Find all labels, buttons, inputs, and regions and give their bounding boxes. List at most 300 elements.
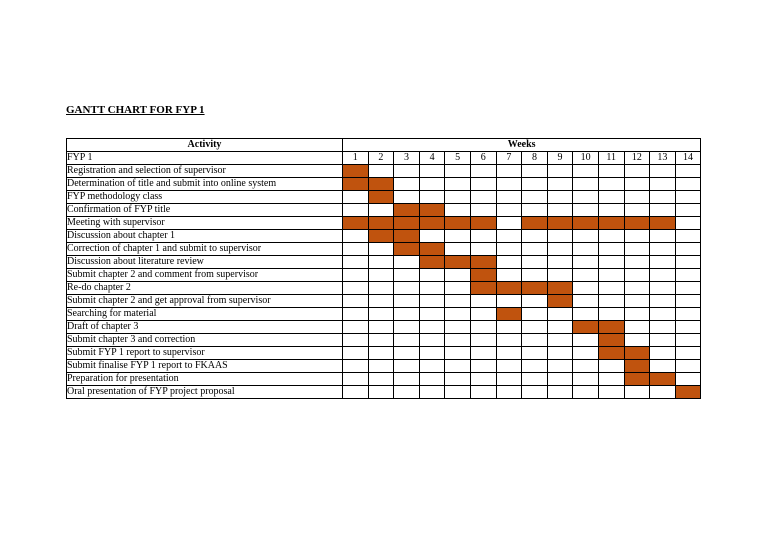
empty-cell: [368, 295, 394, 308]
empty-cell: [675, 334, 701, 347]
empty-cell: [522, 386, 548, 399]
activity-label: Submit chapter 2 and comment from supervisor: [67, 269, 343, 282]
gantt-bar-cell: [598, 334, 624, 347]
gantt-bar-cell: [470, 256, 496, 269]
empty-cell: [547, 360, 573, 373]
empty-cell: [496, 204, 522, 217]
gantt-bar-cell: [368, 230, 394, 243]
empty-cell: [343, 360, 369, 373]
empty-cell: [368, 321, 394, 334]
activity-label: Determination of title and submit into online system: [67, 178, 343, 191]
empty-cell: [470, 295, 496, 308]
empty-cell: [394, 178, 420, 191]
table-row: [67, 295, 701, 308]
empty-cell: [522, 204, 548, 217]
empty-cell: [650, 165, 676, 178]
empty-cell: [496, 191, 522, 204]
empty-cell: [573, 308, 599, 321]
activity-label: Submit chapter 3 and correction: [67, 334, 343, 347]
empty-cell: [624, 256, 650, 269]
empty-cell: [368, 269, 394, 282]
empty-cell: [368, 334, 394, 347]
empty-cell: [573, 243, 599, 256]
empty-cell: [650, 230, 676, 243]
gantt-bar-cell: [445, 256, 471, 269]
empty-cell: [394, 360, 420, 373]
table-row: [67, 347, 701, 360]
empty-cell: [624, 334, 650, 347]
empty-cell: [470, 243, 496, 256]
empty-cell: [547, 321, 573, 334]
empty-cell: [445, 386, 471, 399]
empty-cell: [675, 191, 701, 204]
gantt-bar-cell: [624, 360, 650, 373]
empty-cell: [598, 243, 624, 256]
empty-cell: [419, 360, 445, 373]
empty-cell: [650, 295, 676, 308]
header-row: [67, 139, 701, 152]
gantt-bar-cell: [394, 230, 420, 243]
empty-cell: [445, 295, 471, 308]
empty-cell: [343, 334, 369, 347]
empty-cell: [394, 386, 420, 399]
activity-label: Submit finalise FYP 1 report to FKAAS: [67, 360, 343, 373]
empty-cell: [496, 178, 522, 191]
activity-label: Re-do chapter 2: [67, 282, 343, 295]
activity-label: FYP methodology class: [67, 191, 343, 204]
empty-cell: [573, 386, 599, 399]
empty-cell: [368, 308, 394, 321]
empty-cell: [598, 308, 624, 321]
gantt-bar-cell: [470, 217, 496, 230]
gantt-bar-cell: [394, 217, 420, 230]
gantt-bar-cell: [394, 204, 420, 217]
empty-cell: [598, 165, 624, 178]
week-number-1: 1: [343, 152, 369, 165]
table-row: [67, 321, 701, 334]
empty-cell: [470, 204, 496, 217]
empty-cell: [624, 165, 650, 178]
empty-cell: [522, 295, 548, 308]
empty-cell: [598, 256, 624, 269]
empty-cell: [394, 191, 420, 204]
empty-cell: [522, 321, 548, 334]
empty-cell: [650, 282, 676, 295]
gantt-chart-table: [66, 138, 701, 399]
empty-cell: [496, 321, 522, 334]
gantt-bar-cell: [419, 256, 445, 269]
empty-cell: [343, 204, 369, 217]
empty-cell: [470, 347, 496, 360]
empty-cell: [522, 230, 548, 243]
empty-cell: [522, 360, 548, 373]
week-number-7: 7: [496, 152, 522, 165]
empty-cell: [547, 165, 573, 178]
empty-cell: [547, 204, 573, 217]
empty-cell: [624, 282, 650, 295]
empty-cell: [394, 282, 420, 295]
empty-cell: [496, 295, 522, 308]
empty-cell: [522, 191, 548, 204]
table-row: [67, 269, 701, 282]
empty-cell: [573, 178, 599, 191]
table-row: [67, 256, 701, 269]
empty-cell: [522, 256, 548, 269]
empty-cell: [675, 165, 701, 178]
empty-cell: [445, 204, 471, 217]
empty-cell: [343, 373, 369, 386]
empty-cell: [598, 230, 624, 243]
empty-cell: [368, 282, 394, 295]
empty-cell: [675, 243, 701, 256]
gantt-bar-cell: [496, 282, 522, 295]
empty-cell: [598, 269, 624, 282]
gantt-bar-cell: [496, 308, 522, 321]
table-row: [67, 217, 701, 230]
table-row: [67, 230, 701, 243]
empty-cell: [650, 178, 676, 191]
activity-label: Registration and selection of supervisor: [67, 165, 343, 178]
activity-label: Meeting with supervisor: [67, 217, 343, 230]
empty-cell: [650, 256, 676, 269]
empty-cell: [598, 373, 624, 386]
week-number-14: 14: [675, 152, 701, 165]
empty-cell: [547, 334, 573, 347]
empty-cell: [522, 334, 548, 347]
empty-cell: [394, 321, 420, 334]
empty-cell: [496, 217, 522, 230]
empty-cell: [573, 347, 599, 360]
empty-cell: [675, 178, 701, 191]
empty-cell: [573, 191, 599, 204]
empty-cell: [419, 191, 445, 204]
empty-cell: [522, 178, 548, 191]
week-number-row: [67, 152, 701, 165]
activity-label: Preparation for presentation: [67, 373, 343, 386]
empty-cell: [573, 230, 599, 243]
empty-cell: [624, 321, 650, 334]
empty-cell: [624, 204, 650, 217]
gantt-bar-cell: [624, 347, 650, 360]
empty-cell: [496, 165, 522, 178]
empty-cell: [496, 243, 522, 256]
table-row: [67, 191, 701, 204]
gantt-bar-cell: [419, 204, 445, 217]
gantt-bar-cell: [343, 165, 369, 178]
gantt-bar-cell: [598, 347, 624, 360]
empty-cell: [343, 295, 369, 308]
empty-cell: [343, 269, 369, 282]
empty-cell: [394, 308, 420, 321]
empty-cell: [573, 295, 599, 308]
table-row: [67, 178, 701, 191]
empty-cell: [343, 191, 369, 204]
empty-cell: [470, 360, 496, 373]
gantt-bar-cell: [470, 269, 496, 282]
empty-cell: [496, 256, 522, 269]
empty-cell: [343, 321, 369, 334]
empty-cell: [573, 334, 599, 347]
gantt-bar-cell: [394, 243, 420, 256]
empty-cell: [522, 373, 548, 386]
empty-cell: [522, 308, 548, 321]
empty-cell: [368, 360, 394, 373]
empty-cell: [650, 243, 676, 256]
empty-cell: [598, 178, 624, 191]
empty-cell: [547, 243, 573, 256]
empty-cell: [445, 178, 471, 191]
table-row: [67, 360, 701, 373]
gantt-bar-cell: [547, 217, 573, 230]
activity-label: Searching for material: [67, 308, 343, 321]
empty-cell: [624, 269, 650, 282]
table-row: [67, 243, 701, 256]
empty-cell: [368, 347, 394, 360]
activity-label: Oral presentation of FYP project proposal: [67, 386, 343, 399]
empty-cell: [624, 230, 650, 243]
empty-cell: [394, 334, 420, 347]
empty-cell: [419, 308, 445, 321]
empty-cell: [650, 321, 676, 334]
empty-cell: [624, 295, 650, 308]
gantt-bar-cell: [650, 217, 676, 230]
activity-header: Activity: [67, 139, 343, 152]
empty-cell: [368, 386, 394, 399]
empty-cell: [598, 360, 624, 373]
empty-cell: [419, 321, 445, 334]
empty-cell: [445, 373, 471, 386]
gantt-bar-cell: [368, 217, 394, 230]
empty-cell: [573, 256, 599, 269]
empty-cell: [343, 386, 369, 399]
empty-cell: [650, 204, 676, 217]
empty-cell: [343, 243, 369, 256]
empty-cell: [547, 191, 573, 204]
empty-cell: [624, 243, 650, 256]
empty-cell: [547, 347, 573, 360]
empty-cell: [419, 347, 445, 360]
table-row: [67, 204, 701, 217]
empty-cell: [470, 230, 496, 243]
gantt-bar-cell: [419, 217, 445, 230]
empty-cell: [650, 308, 676, 321]
activity-label: Correction of chapter 1 and submit to supervisor: [67, 243, 343, 256]
gantt-bar-cell: [598, 321, 624, 334]
week-number-3: 3: [394, 152, 420, 165]
empty-cell: [445, 360, 471, 373]
week-number-6: 6: [470, 152, 496, 165]
empty-cell: [470, 178, 496, 191]
empty-cell: [547, 308, 573, 321]
gantt-bar-cell: [624, 373, 650, 386]
empty-cell: [445, 347, 471, 360]
empty-cell: [394, 373, 420, 386]
empty-cell: [496, 347, 522, 360]
empty-cell: [496, 360, 522, 373]
empty-cell: [573, 373, 599, 386]
empty-cell: [650, 191, 676, 204]
activity-label: Discussion about literature review: [67, 256, 343, 269]
empty-cell: [573, 204, 599, 217]
empty-cell: [419, 178, 445, 191]
empty-cell: [496, 386, 522, 399]
empty-cell: [394, 347, 420, 360]
empty-cell: [368, 373, 394, 386]
empty-cell: [419, 165, 445, 178]
empty-cell: [343, 230, 369, 243]
gantt-bar-cell: [343, 178, 369, 191]
empty-cell: [343, 347, 369, 360]
activity-label: Discussion about chapter 1: [67, 230, 343, 243]
empty-cell: [522, 243, 548, 256]
week-number-8: 8: [522, 152, 548, 165]
table-row: [67, 165, 701, 178]
empty-cell: [624, 178, 650, 191]
empty-cell: [343, 256, 369, 269]
empty-cell: [675, 373, 701, 386]
empty-cell: [470, 165, 496, 178]
empty-cell: [675, 347, 701, 360]
gantt-bar-cell: [675, 386, 701, 399]
week-number-13: 13: [650, 152, 676, 165]
table-row: [67, 373, 701, 386]
gantt-bar-cell: [522, 282, 548, 295]
empty-cell: [598, 295, 624, 308]
empty-cell: [445, 269, 471, 282]
empty-cell: [598, 282, 624, 295]
empty-cell: [496, 373, 522, 386]
empty-cell: [547, 269, 573, 282]
empty-cell: [470, 373, 496, 386]
empty-cell: [343, 282, 369, 295]
empty-cell: [675, 321, 701, 334]
empty-cell: [522, 165, 548, 178]
empty-cell: [650, 360, 676, 373]
table-row: [67, 386, 701, 399]
empty-cell: [675, 308, 701, 321]
empty-cell: [675, 217, 701, 230]
gantt-bar-cell: [547, 282, 573, 295]
empty-cell: [650, 386, 676, 399]
gantt-bar-cell: [522, 217, 548, 230]
empty-cell: [675, 295, 701, 308]
activity-label: Draft of chapter 3: [67, 321, 343, 334]
empty-cell: [394, 295, 420, 308]
gantt-bar-cell: [368, 191, 394, 204]
empty-cell: [470, 191, 496, 204]
empty-cell: [573, 282, 599, 295]
empty-cell: [419, 295, 445, 308]
empty-cell: [496, 230, 522, 243]
empty-cell: [445, 282, 471, 295]
gantt-bar-cell: [470, 282, 496, 295]
empty-cell: [419, 230, 445, 243]
week-number-9: 9: [547, 152, 573, 165]
empty-cell: [573, 269, 599, 282]
week-number-4: 4: [419, 152, 445, 165]
empty-cell: [573, 360, 599, 373]
gantt-bar-cell: [343, 217, 369, 230]
empty-cell: [470, 321, 496, 334]
empty-cell: [522, 347, 548, 360]
empty-cell: [547, 386, 573, 399]
gantt-bar-cell: [573, 321, 599, 334]
week-number-11: 11: [598, 152, 624, 165]
empty-cell: [598, 204, 624, 217]
empty-cell: [368, 256, 394, 269]
empty-cell: [470, 334, 496, 347]
empty-cell: [368, 243, 394, 256]
week-number-5: 5: [445, 152, 471, 165]
empty-cell: [573, 165, 599, 178]
empty-cell: [496, 334, 522, 347]
empty-cell: [470, 386, 496, 399]
empty-cell: [419, 373, 445, 386]
weeks-header: Weeks: [343, 139, 701, 152]
empty-cell: [547, 178, 573, 191]
empty-cell: [650, 347, 676, 360]
empty-cell: [496, 269, 522, 282]
empty-cell: [343, 308, 369, 321]
empty-cell: [394, 269, 420, 282]
empty-cell: [470, 308, 496, 321]
empty-cell: [445, 321, 471, 334]
empty-cell: [368, 204, 394, 217]
empty-cell: [419, 282, 445, 295]
empty-cell: [650, 334, 676, 347]
empty-cell: [445, 334, 471, 347]
gantt-bar-cell: [368, 178, 394, 191]
activity-label: Submit chapter 2 and get approval from supervisor: [67, 295, 343, 308]
week-number-2: 2: [368, 152, 394, 165]
empty-cell: [445, 230, 471, 243]
empty-cell: [650, 269, 676, 282]
empty-cell: [675, 269, 701, 282]
empty-cell: [547, 373, 573, 386]
week-number-12: 12: [624, 152, 650, 165]
empty-cell: [675, 282, 701, 295]
empty-cell: [419, 334, 445, 347]
empty-cell: [598, 191, 624, 204]
empty-cell: [675, 204, 701, 217]
empty-cell: [419, 269, 445, 282]
gantt-bar-cell: [573, 217, 599, 230]
gantt-bar-cell: [650, 373, 676, 386]
empty-cell: [675, 256, 701, 269]
empty-cell: [419, 386, 445, 399]
document-title: GANTT CHART FOR FYP 1: [66, 104, 205, 116]
table-row: [67, 334, 701, 347]
gantt-bar-cell: [419, 243, 445, 256]
activity-label: Confirmation of FYP title: [67, 204, 343, 217]
empty-cell: [598, 386, 624, 399]
empty-cell: [394, 165, 420, 178]
gantt-bar-cell: [598, 217, 624, 230]
empty-cell: [445, 191, 471, 204]
empty-cell: [445, 308, 471, 321]
empty-cell: [445, 165, 471, 178]
empty-cell: [547, 230, 573, 243]
empty-cell: [445, 243, 471, 256]
gantt-bar-cell: [445, 217, 471, 230]
empty-cell: [522, 269, 548, 282]
section-label: FYP 1: [67, 152, 343, 165]
empty-cell: [394, 256, 420, 269]
week-number-10: 10: [573, 152, 599, 165]
table-row: [67, 308, 701, 321]
empty-cell: [675, 360, 701, 373]
empty-cell: [368, 165, 394, 178]
